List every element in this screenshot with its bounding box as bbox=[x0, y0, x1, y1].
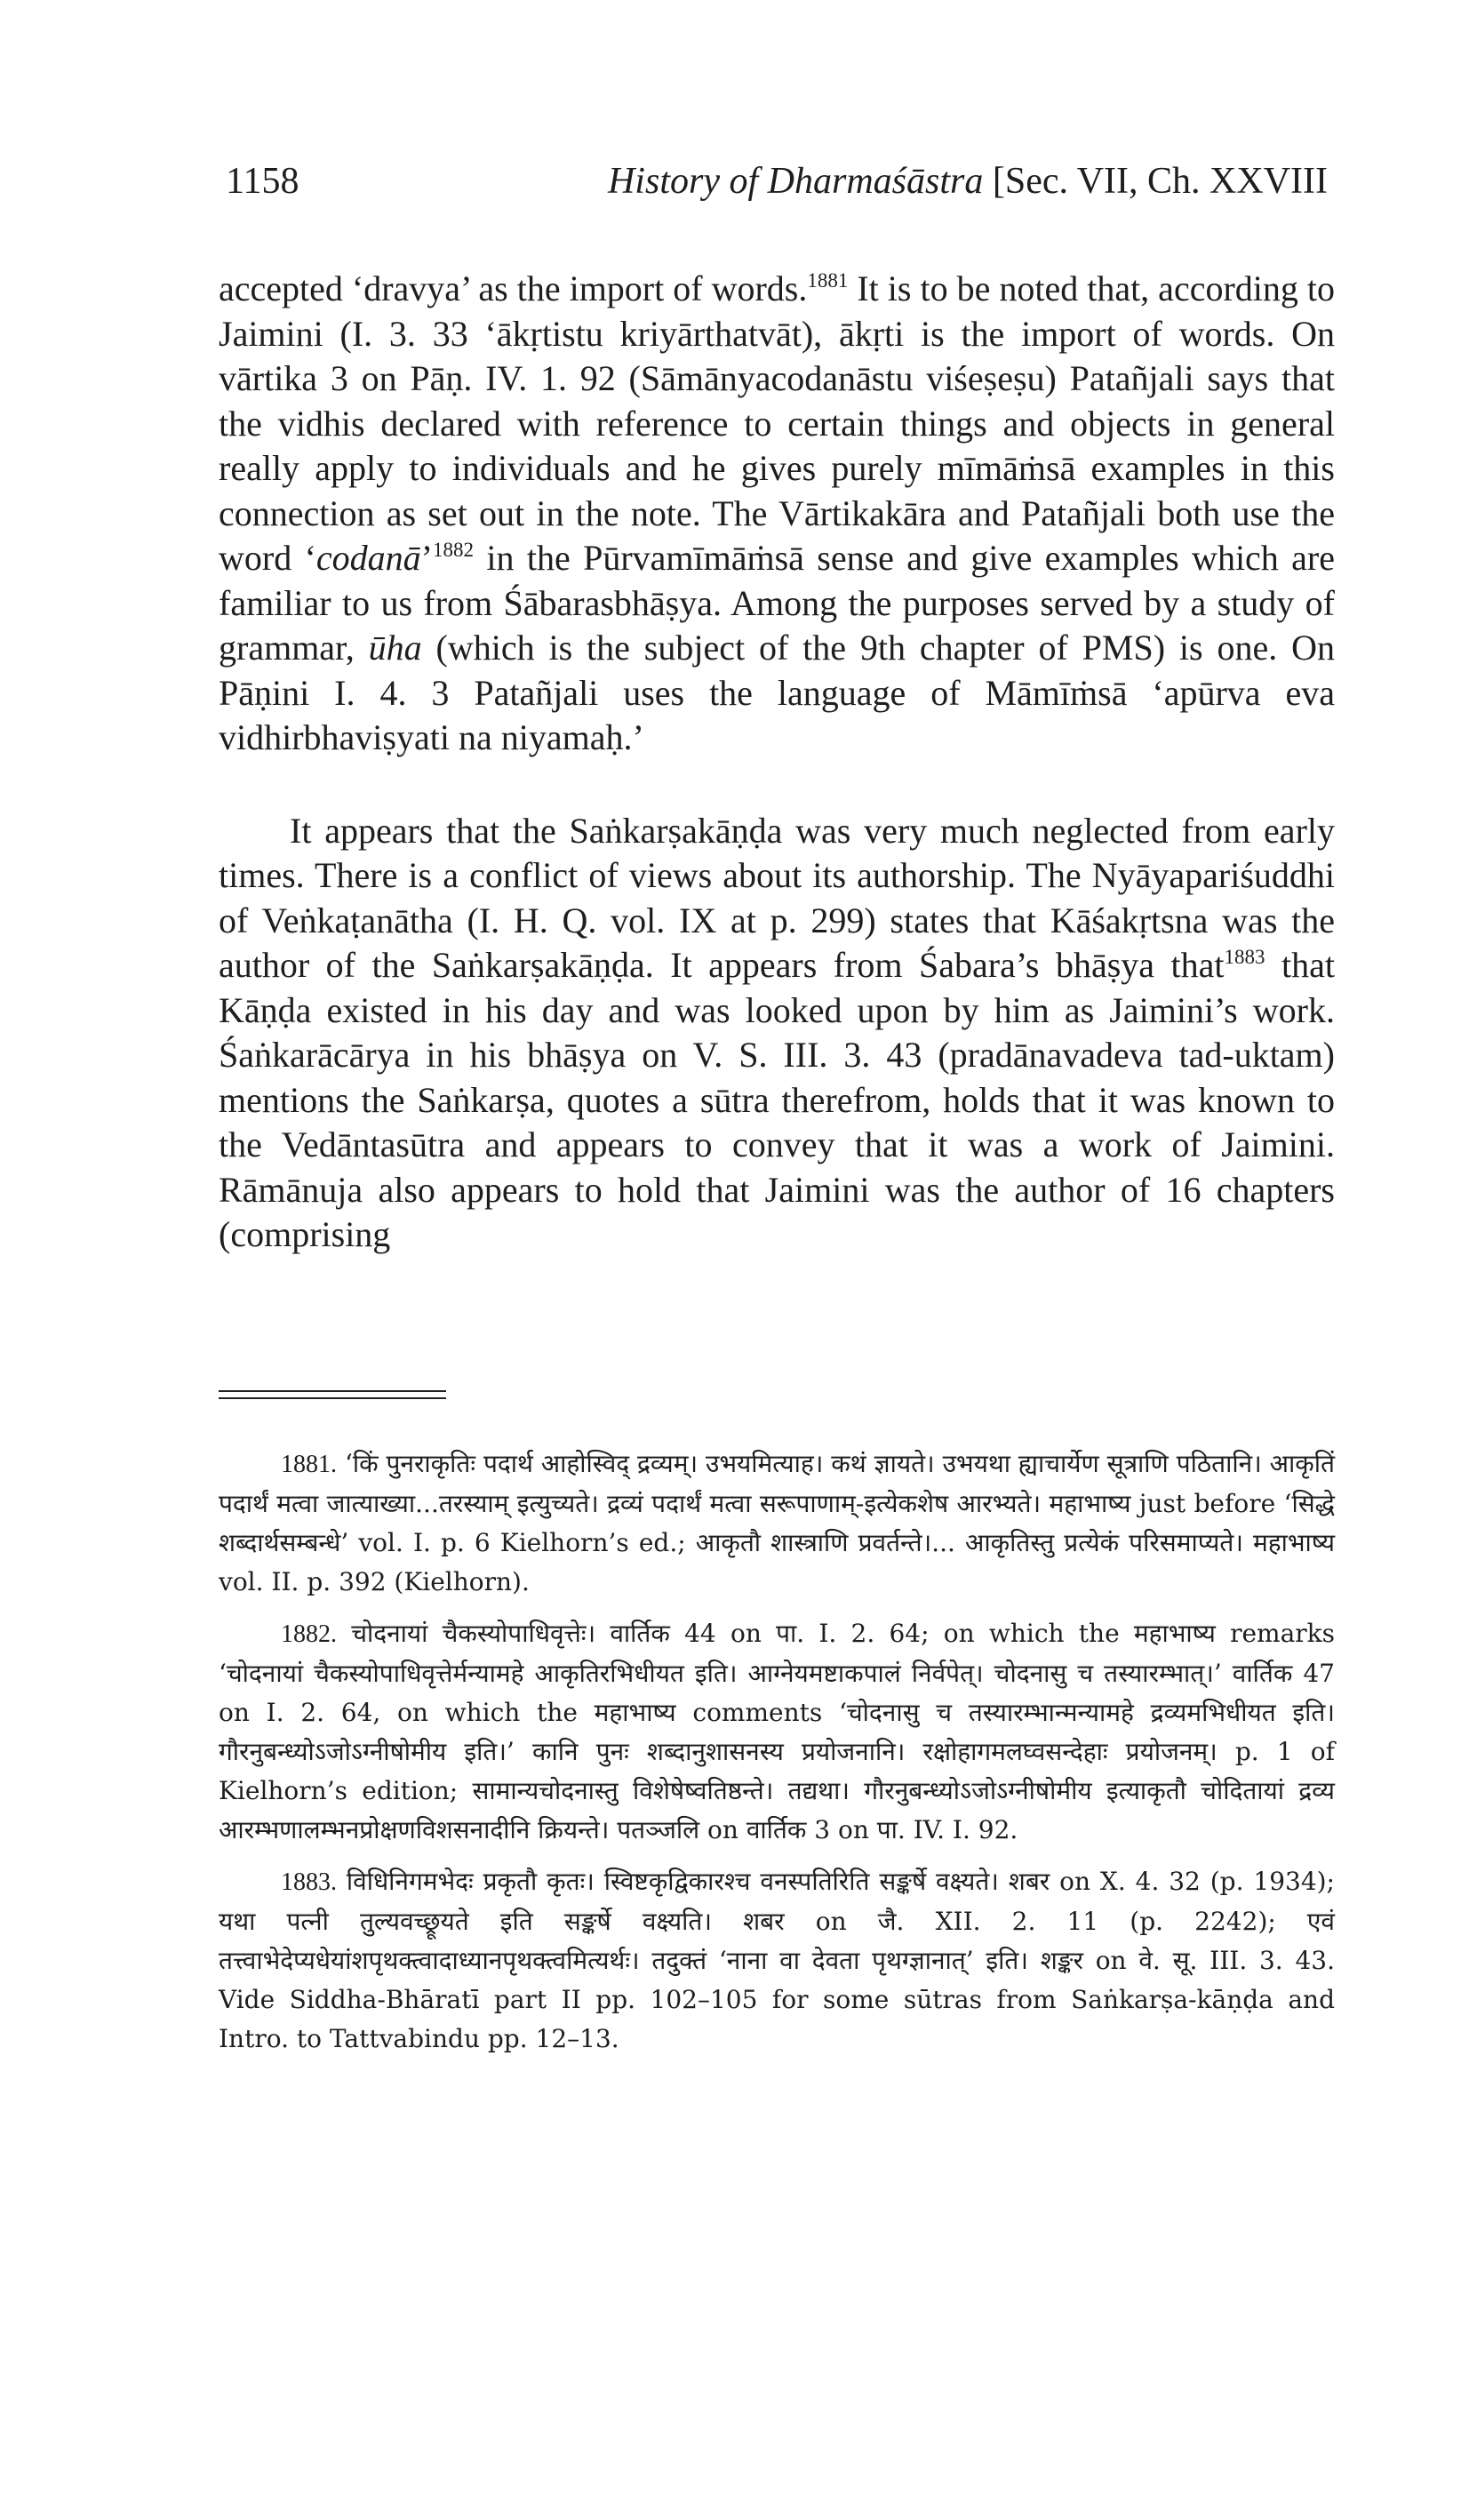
page-number: 1158 bbox=[226, 161, 299, 202]
footnote-number: 1881. bbox=[281, 1451, 337, 1478]
footnote bbox=[219, 1862, 1335, 2059]
text-run: that Kāṇḍa existed in his day and was looked upon by him as Jaimini’s work. Śaṅkarācārya in his bhāṣya on V. S. III. 3. 43 (pradānavadeva tad-uktam) mentions the Saṅkarṣa, quotes a sūtra therefrom, holds that it was known to the Vedāntasūtra and appears to convey that it was a work of Jaimini. Rāmānuja also appears to hold that Jaimini was the author of 16 chapters (comprising bbox=[219, 945, 1335, 1254]
italic-term: codanā bbox=[315, 538, 421, 578]
text-run: It appears that the Saṅkarṣakāṇḍa was very much neglected from early times. There is a conflict of views about its authorship. The Nyāyapariśuddhi of Veṅkaṭanātha (I. H. Q. vol. IX at p. 299) states that Kāśakṛtsna was the author of the Saṅkarṣakāṇḍa. It appears from Śabara’s bhāṣya that bbox=[219, 810, 1335, 985]
text-run: It is to be noted that, according to Jaimini (I. 3. 33 ‘ākṛtistu kriyārthatvāt), ākṛti is the import of words. On vārtika 3 on Pāṇ. IV. 1. 92 (Sāmānyacodanāstu viśeṣeṣu) Patañjali says that the vidhis declared with reference to certain things and objects in general really apply to individuals and he gives purely mīmāṁsā examples in this connection as set out in the note. The Vārtikakāra and Patañjali both use the word ‘ bbox=[219, 268, 1335, 578]
italic-term: ūha bbox=[368, 628, 422, 668]
text-run: (which is the subject of the 9th chapter of PMS) is one. On Pāṇini I. 4. 3 Patañjali uses the language of Māmīṁsā ‘apūrva eva vidhirbhaviṣyati na niyamaḥ.’ bbox=[219, 628, 1335, 757]
paragraph bbox=[219, 809, 1335, 1258]
running-title bbox=[608, 160, 1328, 203]
main-text bbox=[219, 267, 1335, 1258]
text-run: ’ bbox=[420, 538, 433, 578]
footnote-text: चोदनायां चैकस्योपाधिवृत्तेः। वार्तिक 44 on पा. I. 2. 64; on which the महाभाष्य remarks ‘चोदनायां चैकस्योपाधिवृत्तेर्मन्यामहे आकृतिरभिधीयत इति। आग्नेयमष्टाकपालं निर्वपेत्। चोदनासु च तस्यारम्भात्।’ वार्तिक 47 on I. 2. 64, on which the महाभाष्य comments ‘चोदनासु च तस्यारम्भान्मन्यामहे द्रव्यमभिधीयत इति। गौरनुबन्ध्योऽजोऽग्नीषोमीय इति।’ कानि पुनः शब्दानुशासनस्य प्रयोजनानि। रक्षोहागमलघ्वसन्देहाः प्रयोजनम्। p. 1 of Kielhorn’s edition; सामान्यचोदनास्तु विशेषेष्वतिष्ठन्ते। तद्यथा। गौरनुबन्ध्योऽजोऽग्नीषोमीय इत्याकृतौ चोदितायां द्रव्य आरम्भणालम्भनप्रोक्षणविशसनादीनि क्रियन्ते। पतञ्जलि on वार्तिक 3 on पा. IV. I. 92. bbox=[219, 1619, 1335, 1844]
footnote-number: 1883. bbox=[281, 1868, 337, 1896]
footnote-ref: 1883 bbox=[1224, 946, 1265, 968]
footnote-ref: 1882 bbox=[433, 539, 474, 561]
footnote-text: ‘किं पुनराकृतिः पदार्थ आहोस्विद् द्रव्यम्। उभयमित्याह। कथं ज्ञायते। उभयथा ह्याचार्येण सूत्राणि पठितानि। आकृतिं पदार्थं मत्वा जात्याख्या...तरस्याम् इत्युच्यते। द्रव्यं पदार्थं मत्वा सरूपाणाम्-इत्येकशेष आरभ्यते। महाभाष्य just before ‘सिद्धे शब्दार्थसम्बन्धे’ vol. I. p. 6 Kielhorn’s ed.; आकृतौ शास्त्राणि प्रवर्तन्ते।... आकृतिस्तु प्रत्येकं परिसमाप्यते। महाभाष्य vol. II. p. 392 (Kielhorn). bbox=[219, 1449, 1335, 1596]
footnotes bbox=[219, 1444, 1335, 2071]
section-chapter: [Sec. VII, Ch. XXVIII bbox=[992, 161, 1328, 202]
divider-line bbox=[219, 1397, 446, 1399]
divider-line bbox=[219, 1390, 446, 1392]
footnote-text: विधिनिगमभेदः प्रकृतौ कृतः। स्विष्टकृद्विकारश्च वनस्पतिरिति सङ्कर्षे वक्ष्यते। शबर on X. 4. 32 (p. 1934); यथा पत्नी तुल्यवच्छ्रूयते इति सङ्कर्षे वक्ष्यति। शबर on जै. XII. 2. 11 (p. 2242); एवं तत्त्वाभेदेप्यधेयांशपृथक्त्वादाध्यानपृथक्त्वमित्यर्थः। तदुक्तं ‘नाना वा देवता पृथग्ज्ञानात्’ इति। शङ्कर on वे. सू. III. 3. 43. Vide Siddha-Bhāratī part II pp. 102–105 for some sūtras from Saṅkarṣa-kāṇḍa and Intro. to Tattvabindu pp. 12–13. bbox=[219, 1867, 1335, 2053]
footnote bbox=[219, 1444, 1335, 1602]
book-title: History of Dharmaśāstra bbox=[607, 161, 984, 202]
page-header bbox=[226, 160, 1328, 213]
footnote-number: 1882. bbox=[281, 1620, 337, 1648]
footnote-ref: 1881 bbox=[807, 269, 849, 292]
text-run: accepted ‘dravya’ as the import of words. bbox=[219, 268, 808, 308]
footnote bbox=[219, 1614, 1335, 1850]
paragraph bbox=[219, 267, 1335, 761]
text-run: in the Pūrvamīmāṁsā sense and give examples which are familiar to us from Śābarasbhāṣya. Among the purposes served by a study of grammar, bbox=[219, 538, 1336, 668]
